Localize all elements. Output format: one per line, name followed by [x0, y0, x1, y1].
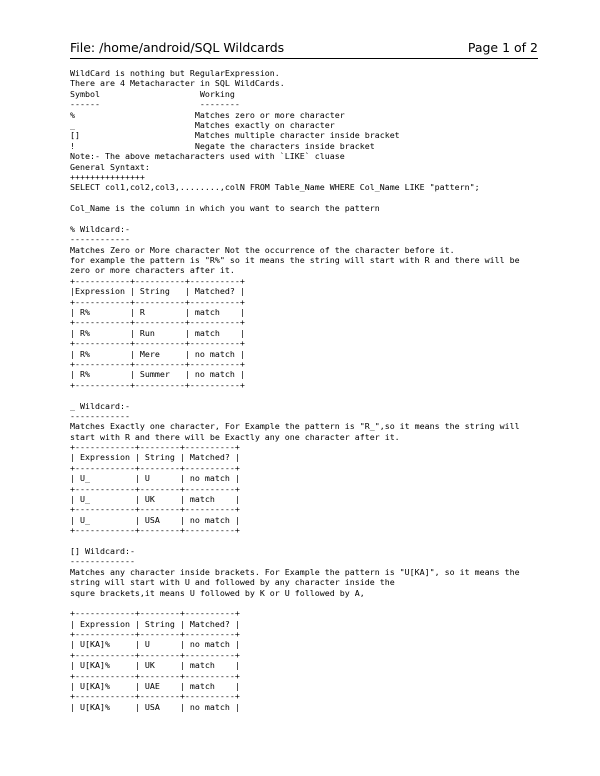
text-line: +------------+--------+----------+: [70, 442, 240, 453]
text-line: [70, 193, 520, 203]
text-line: Symbol Working: [70, 88, 235, 99]
text-line: ! Negate the characters inside bracket: [70, 140, 375, 151]
text-line: +------------+--------+----------+: [70, 504, 240, 515]
text-line: +++++++++++++++: [70, 171, 145, 182]
text-line: +------------+--------+----------+: [70, 629, 240, 640]
text-line: Note:- The above metacharacters used with `LIKE` cluase: [70, 151, 345, 162]
text-line: +------------+--------+----------+: [70, 649, 240, 660]
page-label: Page 1 of 2: [467, 40, 538, 55]
text-line: squre brackets,it means U followed by K or U followed by A,: [70, 587, 365, 598]
text-line: ------------: [70, 410, 130, 421]
text-line: | U[KA]% | UK | match |: [70, 660, 240, 671]
text-line: WildCard is nothing but RegularExpression.: [70, 68, 280, 78]
text-line: +------------+--------+----------+: [70, 462, 240, 473]
text-line: | R% | Summer | no match |: [70, 369, 245, 380]
text-line: +-----------+----------+----------+: [70, 358, 245, 369]
text-line: [] Matches multiple character inside bracket: [70, 130, 400, 141]
text-line: | R% | Mere | no match |: [70, 348, 245, 359]
text-line: +-----------+----------+----------+: [70, 379, 245, 390]
text-line: zero or more characters after it.: [70, 265, 235, 276]
text-line: | U[KA]% | UAE | match |: [70, 681, 240, 692]
text-line: +------------+--------+----------+: [70, 483, 240, 494]
text-line: +------------+--------+----------+: [70, 608, 240, 619]
text-line: |Expression | String | Matched? |: [70, 286, 245, 297]
text-line: +-----------+----------+----------+: [70, 338, 245, 349]
text-line: | U_ | USA | no match |: [70, 514, 240, 525]
document-body: [70, 68, 520, 712]
text-line: +------------+--------+----------+: [70, 525, 240, 536]
text-line: | R% | Run | match |: [70, 327, 245, 338]
text-line: SELECT col1,col2,col3,........,colN FROM Table_Name WHERE Col_Name LIKE "pattern";: [70, 182, 480, 193]
text-line: +-----------+----------+----------+: [70, 317, 245, 328]
text-line: Matches any character inside brackets. For Example the pattern is "U[KA]", so it means the: [70, 566, 520, 577]
text-line: [70, 598, 520, 608]
text-line: Matches Exactly one character, For Example the pattern is "R_",so it means the string will: [70, 421, 520, 432]
text-line: | U_ | UK | match |: [70, 494, 240, 505]
text-line: +-----------+----------+----------+: [70, 296, 245, 307]
text-line: [70, 213, 520, 223]
text-line: -------------: [70, 556, 135, 567]
text-line: _ Matches exactly on character: [70, 119, 335, 130]
text-line: [70, 390, 520, 400]
text-line: ------ --------: [70, 99, 240, 110]
text-line: ------------: [70, 234, 130, 245]
text-line: | R% | R | match |: [70, 306, 245, 317]
file-title: File: /home/android/SQL Wildcards: [70, 40, 285, 55]
text-line: for example the pattern is "R%" so it means the string will start with R and there will be: [70, 255, 520, 266]
text-line: [] Wildcard:-: [70, 545, 135, 556]
text-line: string will start with U and followed by any character inside the: [70, 577, 395, 588]
text-line: +------------+--------+----------+: [70, 691, 240, 702]
header-rule: [70, 58, 538, 59]
text-line: General Syntaxt:: [70, 161, 150, 172]
text-line: | U[KA]% | U | no match |: [70, 639, 240, 650]
text-line: Matches Zero or More character Not the occurrence of the character before it.: [70, 244, 455, 255]
text-line: +-----------+----------+----------+: [70, 275, 245, 286]
text-line: | Expression | String | Matched? |: [70, 452, 240, 463]
text-line: | Expression | String | Matched? |: [70, 618, 240, 629]
text-line: % Matches zero or more character: [70, 109, 345, 120]
text-line: start with R and there will be Exactly any one character after it.: [70, 431, 400, 442]
text-line: % Wildcard:-: [70, 223, 130, 234]
text-line: +------------+--------+----------+: [70, 670, 240, 681]
text-line: There are 4 Metacharacter in SQL WildCards.: [70, 78, 285, 89]
text-line: | U_ | U | no match |: [70, 473, 240, 484]
text-line: | U[KA]% | USA | no match |: [70, 701, 240, 712]
text-line: Col_Name is the column in which you want to search the pattern: [70, 203, 380, 214]
text-line: [70, 536, 520, 546]
text-line: _ Wildcard:-: [70, 400, 130, 411]
